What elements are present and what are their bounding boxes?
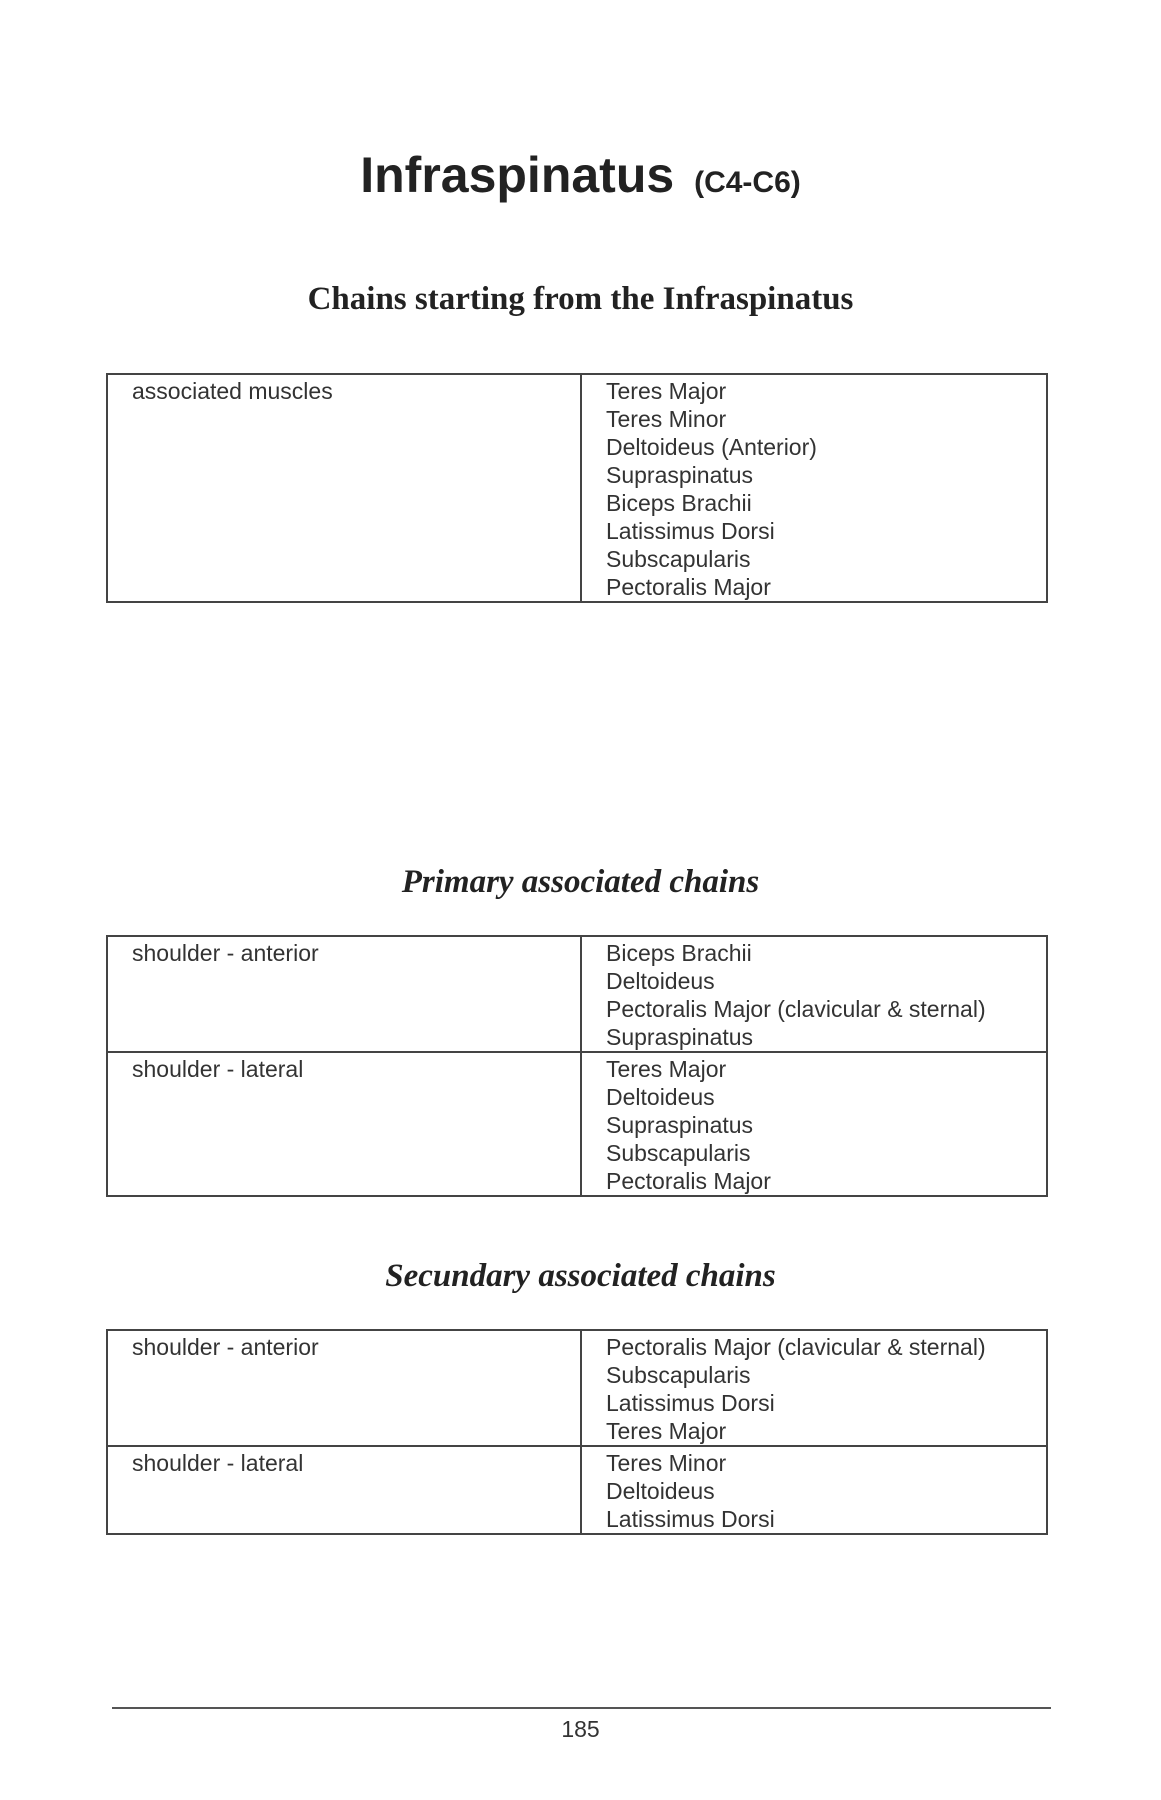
muscle-item: Teres Minor bbox=[606, 1450, 727, 1476]
table-row bbox=[107, 374, 1047, 602]
row-label: shoulder - lateral bbox=[107, 1446, 581, 1534]
secondary-chains-table bbox=[106, 1329, 1048, 1535]
muscle-item: Supraspinatus bbox=[606, 1112, 754, 1138]
muscle-item: Subscapularis bbox=[606, 1140, 751, 1166]
row-label: associated muscles bbox=[107, 374, 581, 602]
muscle-item: Pectoralis Major bbox=[606, 1168, 771, 1194]
primary-chains-table bbox=[106, 935, 1048, 1197]
title-spinal-level: (C4-C6) bbox=[694, 166, 801, 199]
muscle-item: Deltoideus bbox=[606, 1478, 715, 1504]
muscle-item: Pectoralis Major (clavicular & sternal) bbox=[606, 1334, 986, 1360]
muscle-item: Latissimus Dorsi bbox=[606, 1506, 775, 1532]
muscle-list bbox=[581, 374, 1047, 602]
table-row bbox=[107, 1446, 1047, 1534]
row-label: shoulder - lateral bbox=[107, 1052, 581, 1196]
page-number: 185 bbox=[561, 1716, 600, 1742]
muscle-list bbox=[581, 1052, 1047, 1196]
muscle-item: Biceps Brachii bbox=[606, 490, 752, 516]
muscle-item: Supraspinatus bbox=[606, 1024, 754, 1050]
muscle-list bbox=[581, 936, 1047, 1052]
row-label: shoulder - anterior bbox=[107, 1330, 581, 1446]
title-muscle: Infraspinatus bbox=[360, 147, 675, 203]
chains-table bbox=[106, 373, 1048, 603]
muscle-item: Latissimus Dorsi bbox=[606, 518, 775, 544]
muscle-item: Supraspinatus bbox=[606, 462, 754, 488]
muscle-item: Deltoideus (Anterior) bbox=[606, 434, 817, 460]
row-label: shoulder - anterior bbox=[107, 936, 581, 1052]
muscle-item: Pectoralis Major bbox=[606, 574, 771, 600]
muscle-item: Teres Minor bbox=[606, 406, 727, 432]
muscle-item: Teres Major bbox=[606, 1056, 727, 1082]
muscle-list bbox=[581, 1446, 1047, 1534]
page-title bbox=[0, 147, 1161, 203]
primary-chains-heading: Primary associated chains bbox=[401, 864, 760, 900]
muscle-item: Deltoideus bbox=[606, 1084, 715, 1110]
muscle-list bbox=[581, 1330, 1047, 1446]
table-row bbox=[107, 936, 1047, 1052]
muscle-item: Subscapularis bbox=[606, 546, 751, 572]
table-row bbox=[107, 1330, 1047, 1446]
muscle-item: Teres Major bbox=[606, 378, 727, 404]
muscle-item: Biceps Brachii bbox=[606, 940, 752, 966]
muscle-item: Subscapularis bbox=[606, 1362, 751, 1388]
table-row bbox=[107, 1052, 1047, 1196]
muscle-item: Latissimus Dorsi bbox=[606, 1390, 775, 1416]
footer-divider bbox=[112, 1707, 1051, 1709]
muscle-item: Deltoideus bbox=[606, 968, 715, 994]
muscle-item: Pectoralis Major (clavicular & sternal) bbox=[606, 996, 986, 1022]
secondary-chains-heading: Secundary associated chains bbox=[385, 1258, 776, 1294]
chains-heading: Chains starting from the Infraspinatus bbox=[307, 281, 854, 317]
muscle-item: Teres Major bbox=[606, 1418, 727, 1444]
